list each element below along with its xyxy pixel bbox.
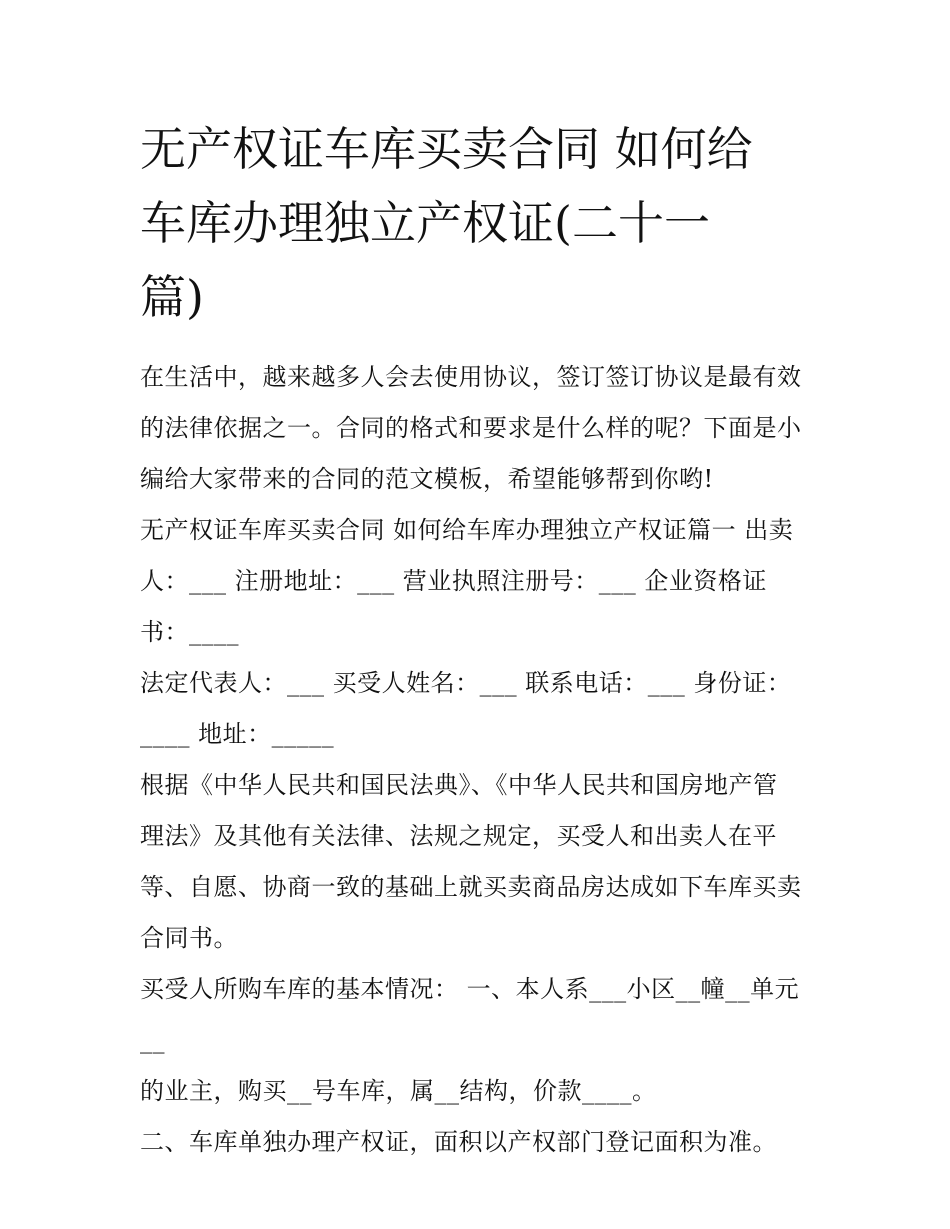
paragraph-seller: 无产权证车库买卖合同 如何给车库办理独立产权证篇一 出卖 人：___ 注册地址：___ 营业执照注册号：___ 企业资格证 书：____ [140, 516, 794, 646]
paragraph-intro: 在生活中，越来越多人会去使用协议，签订签订协议是最有效 的法律依据之一。合同的格式和要求是什么样的呢？下面是小 编给大家带来的合同的范文模板，希望能够帮到你哟! [140, 363, 802, 493]
paragraph-title-certificate: 二、车库单独办理产权证，面积以产权部门登记面积为准。 [140, 1128, 777, 1156]
paragraph-buyer: 法定代表人：___ 买受人姓名：___ 联系电话：___ 身份证： ____ 地址：_____ [140, 669, 792, 748]
document-title: 无产权证车库买卖合同 如何给 车库办理独立产权证(二十一 篇) [140, 122, 753, 324]
paragraph-legal-basis: 根据《中华人民共和国民法典》、《中华人民共和国房地产管 理法》及其他有关法律、法规之规定，买受人和出卖人在平 等、自愿、协商一致的基础上就买卖商品房达成如下车库买卖 合同书。 [140, 771, 802, 952]
paragraph-garage-info: 买受人所购车库的基本情况： 一、本人系___小区__幢__单元__ 的业主，购买__号车库，属__结构，价款____。 [140, 975, 800, 1105]
document-page [140, 112, 820, 1168]
